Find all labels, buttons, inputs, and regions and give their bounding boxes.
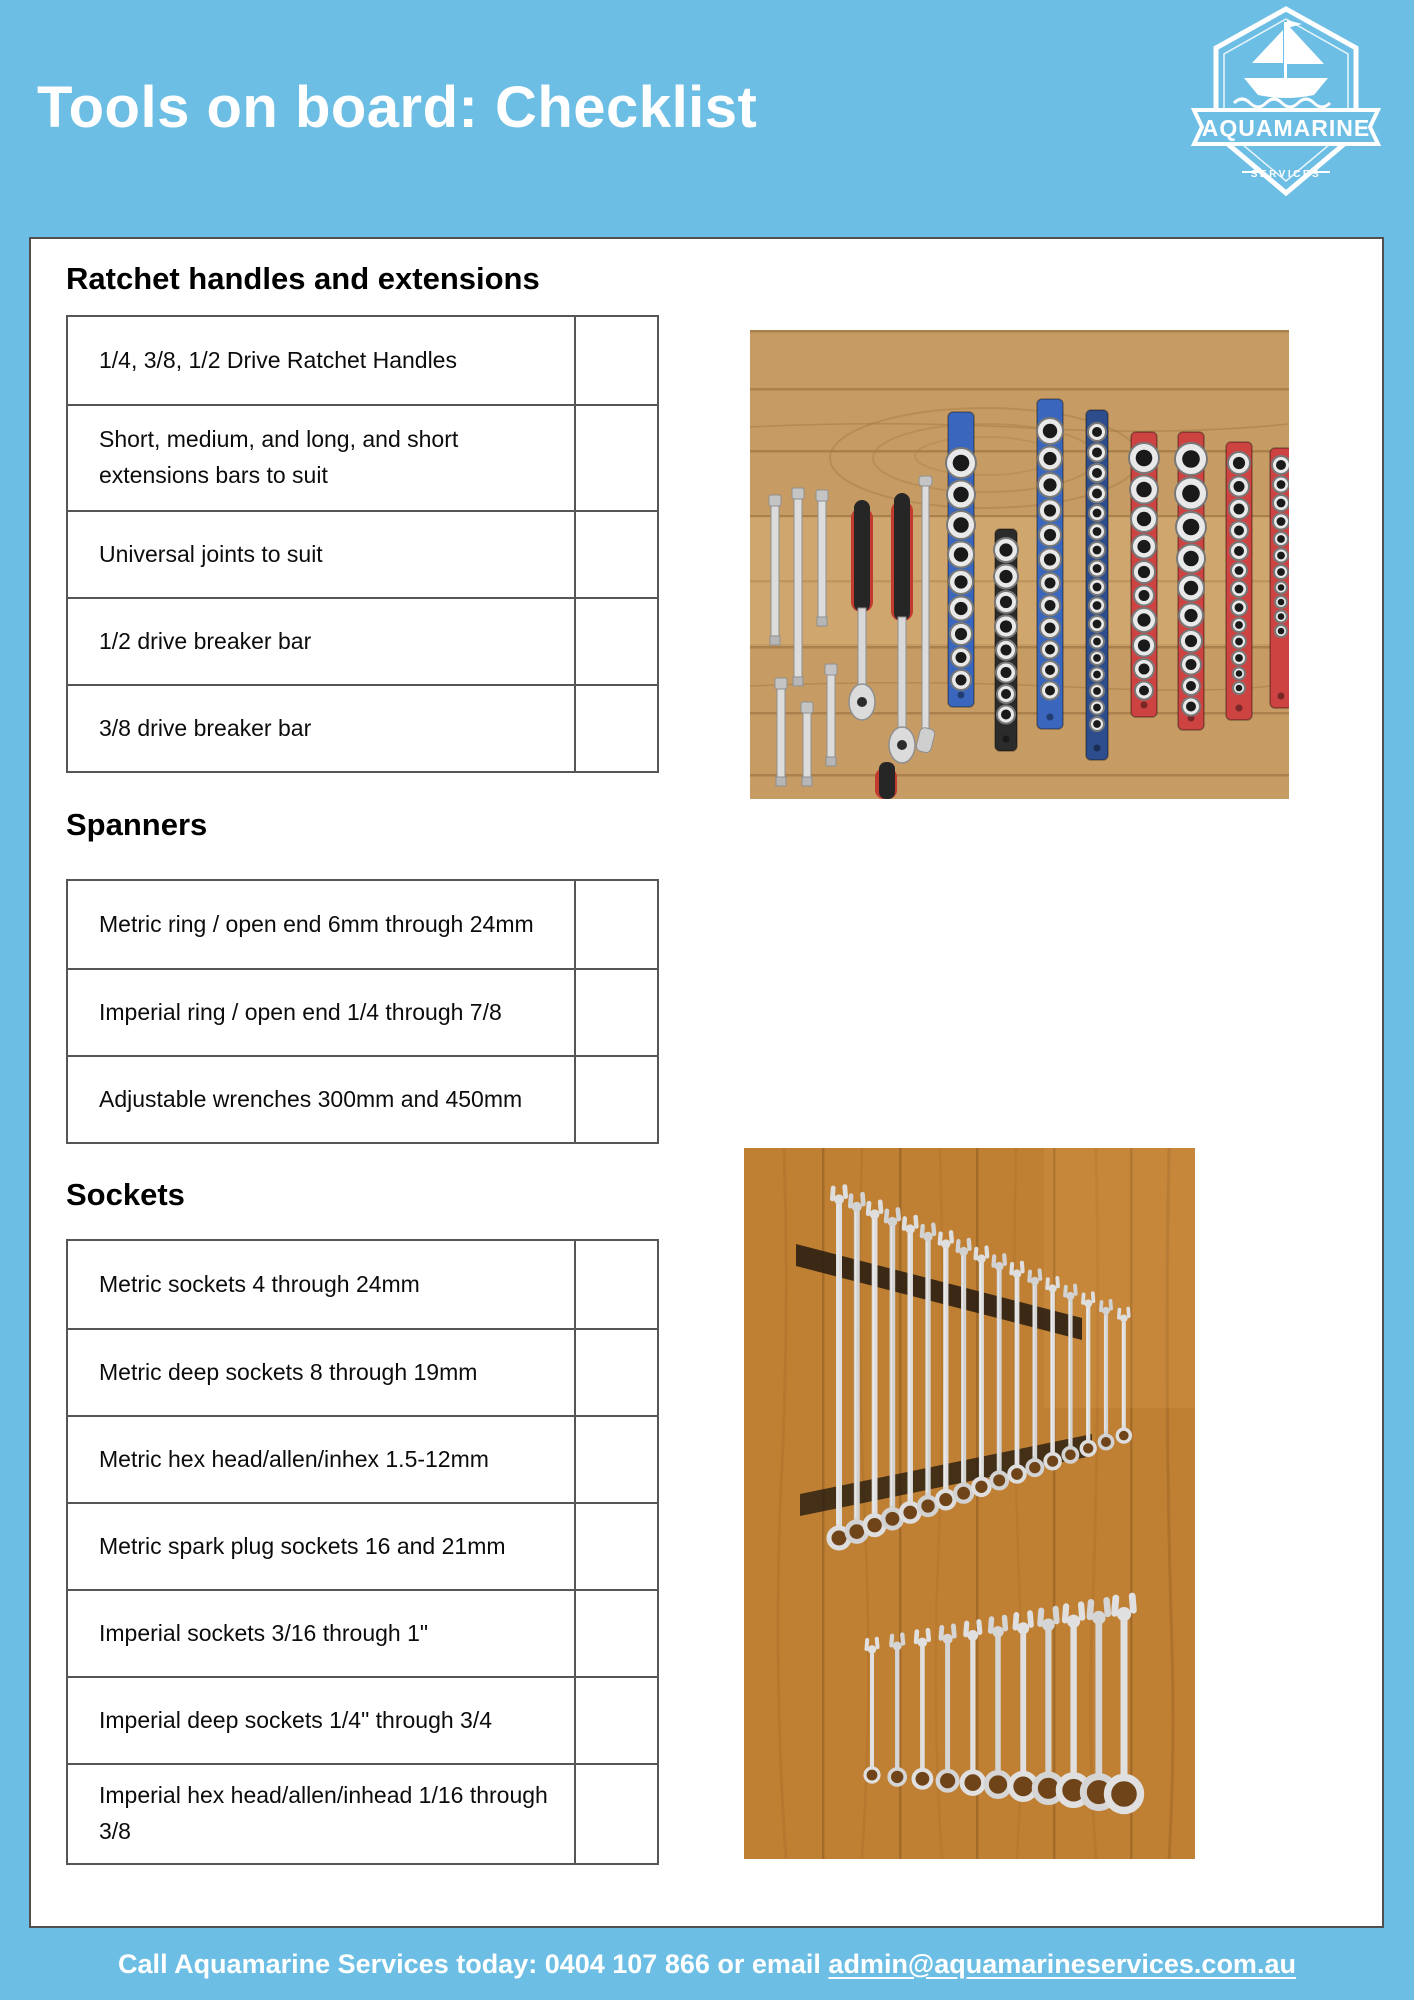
checkbox-cell[interactable] bbox=[574, 599, 657, 684]
checklist-item-label: Metric ring / open end 6mm through 24mm bbox=[99, 910, 534, 937]
ship-badge-icon bbox=[1186, 6, 1386, 196]
checklist-row bbox=[68, 1055, 657, 1142]
checklist-row bbox=[68, 1589, 657, 1676]
checklist-row bbox=[68, 1676, 657, 1763]
aquamarine-logo bbox=[1186, 6, 1386, 196]
checklist-row bbox=[68, 1241, 657, 1328]
checklist-row bbox=[68, 1763, 657, 1863]
checklist-row bbox=[68, 510, 657, 597]
section-heading-spanners: Spanners bbox=[66, 807, 208, 842]
logo-tagline-text: SERVICES bbox=[1250, 169, 1322, 180]
checklist-item-label: Metric sockets 4 through 24mm bbox=[99, 1270, 420, 1297]
checklist-table-sockets bbox=[66, 1239, 659, 1865]
footer-bar bbox=[0, 1928, 1414, 2000]
checkbox-cell[interactable] bbox=[574, 1330, 657, 1415]
checklist-row bbox=[68, 1502, 657, 1589]
checklist-row bbox=[68, 968, 657, 1055]
photo-spanner-sets bbox=[744, 1148, 1195, 1859]
checkbox-cell[interactable] bbox=[574, 406, 657, 510]
checklist-item-label: Universal joints to suit bbox=[99, 540, 323, 567]
checkbox-cell[interactable] bbox=[574, 317, 657, 404]
checklist-item-label: 1/4, 3/8, 1/2 Drive Ratchet Handles bbox=[99, 346, 457, 373]
checkbox-cell[interactable] bbox=[574, 1591, 657, 1676]
checklist-item-label: Metric hex head/allen/inhex 1.5-12mm bbox=[99, 1445, 489, 1472]
checklist-row bbox=[68, 881, 657, 968]
checklist-item-label: Imperial deep sockets 1/4" through 3/4 bbox=[99, 1706, 493, 1733]
checklist-item-label: Imperial ring / open end 1/4 through 7/8 bbox=[99, 998, 502, 1025]
content-panel bbox=[29, 237, 1384, 1928]
checklist-row bbox=[68, 597, 657, 684]
checklist-row bbox=[68, 684, 657, 771]
photo-socket-sets bbox=[750, 330, 1289, 799]
checkbox-cell[interactable] bbox=[574, 881, 657, 968]
checklist-row bbox=[68, 1328, 657, 1415]
checkbox-cell[interactable] bbox=[574, 1241, 657, 1328]
checklist-item-label: Imperial hex head/allen/inhead 1/16 through 3/8 bbox=[99, 1782, 548, 1844]
section-heading-ratchet-handles: Ratchet handles and extensions bbox=[66, 261, 540, 296]
checklist-item-label: Metric deep sockets 8 through 19mm bbox=[99, 1358, 478, 1385]
checklist-item-label: Adjustable wrenches 300mm and 450mm bbox=[99, 1085, 523, 1112]
checkbox-cell[interactable] bbox=[574, 1678, 657, 1763]
section-heading-sockets: Sockets bbox=[66, 1177, 185, 1212]
logo-brand-text: AQUAMARINE bbox=[1201, 115, 1371, 141]
checkbox-cell[interactable] bbox=[574, 1504, 657, 1589]
checklist-row bbox=[68, 317, 657, 404]
checklist-item-label: Metric spark plug sockets 16 and 21mm bbox=[99, 1532, 506, 1559]
checklist-table-ratchet-handles bbox=[66, 315, 659, 773]
checklist-table-spanners bbox=[66, 879, 659, 1144]
checklist-row bbox=[68, 404, 657, 510]
checklist-item-label: Short, medium, and long, and short extensions bars to suit bbox=[99, 426, 459, 488]
checklist-row bbox=[68, 1415, 657, 1502]
checklist-item-label: Imperial sockets 3/16 through 1" bbox=[99, 1619, 429, 1646]
footer-text: Call Aquamarine Services today: 0404 107 866 or email bbox=[118, 1948, 829, 1979]
email-link[interactable]: admin@aquamarineservices.com.au bbox=[828, 1948, 1296, 1979]
checkbox-cell[interactable] bbox=[574, 1057, 657, 1142]
checkbox-cell[interactable] bbox=[574, 686, 657, 771]
checkbox-cell[interactable] bbox=[574, 970, 657, 1055]
checklist-item-label: 3/8 drive breaker bar bbox=[99, 714, 312, 741]
checklist-item-label: 1/2 drive breaker bar bbox=[99, 627, 312, 654]
checkbox-cell[interactable] bbox=[574, 512, 657, 597]
page-title: Tools on board: Checklist bbox=[37, 75, 758, 140]
checkbox-cell[interactable] bbox=[574, 1765, 657, 1863]
checkbox-cell[interactable] bbox=[574, 1417, 657, 1502]
